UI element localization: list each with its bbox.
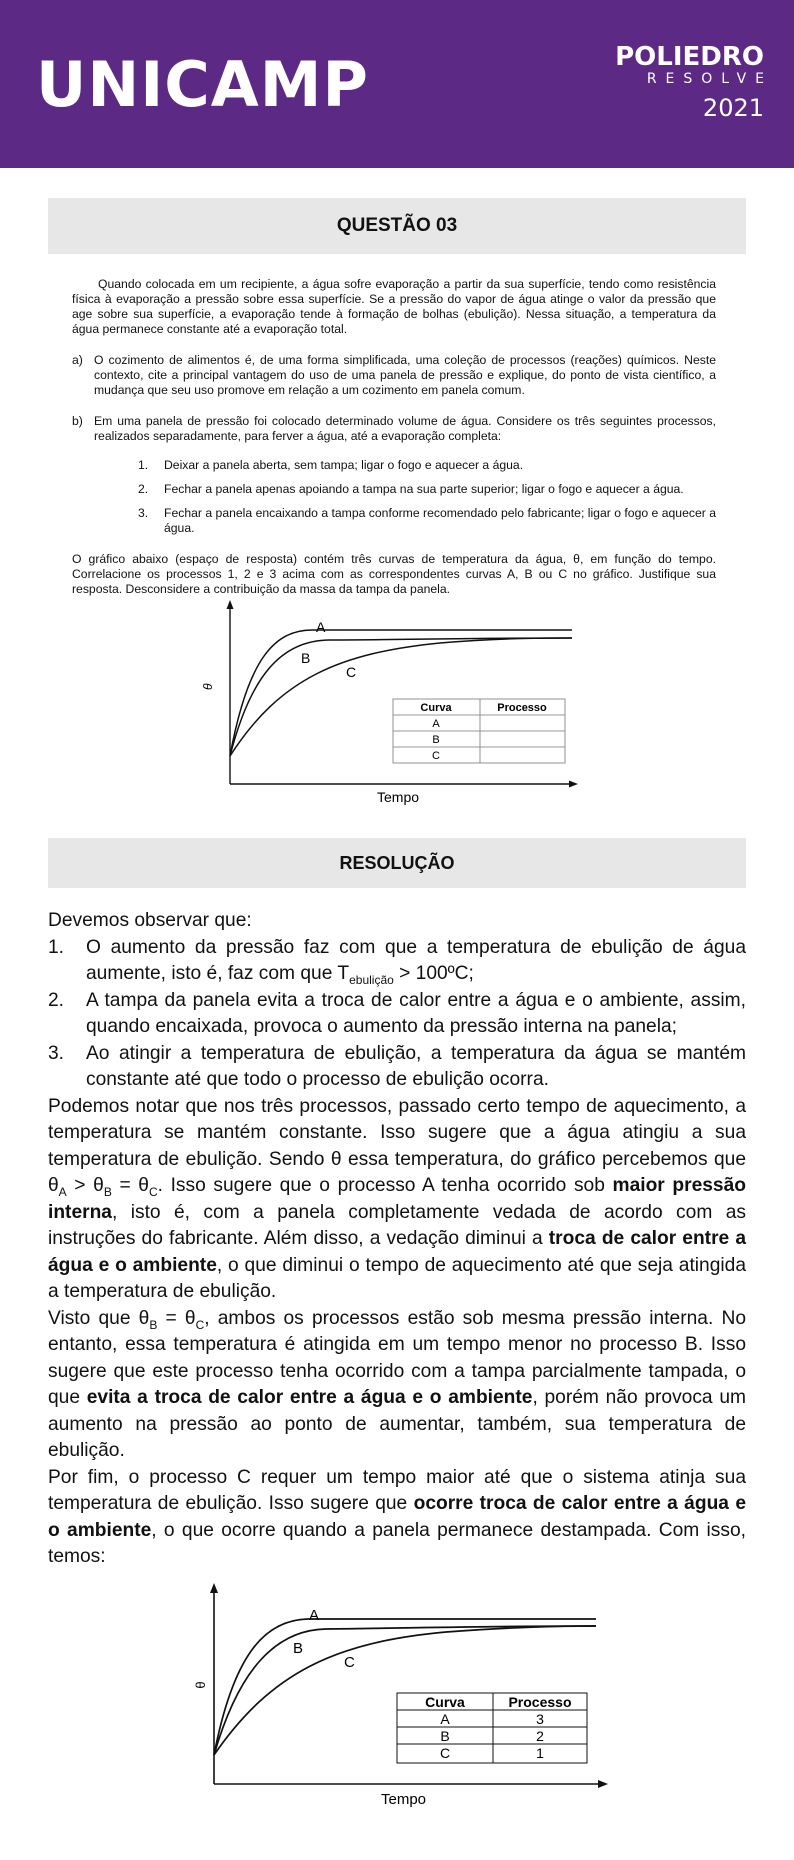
resolution-item <box>48 1041 746 1094</box>
text-run: . Isso sugere que o processo A tenha ocorrido sob <box>157 1175 613 1196</box>
text-run: , isto é, com a panela completamente vedada de acordo com as instruções do fabricante. Além disso, a vedação diminui a <box>48 1201 746 1249</box>
table-cell: C <box>439 1745 451 1761</box>
process-text: Fechar a panela encaixando a tampa conforme recomendado pelo fabricante; ligar o fogo e aquecer a água. <box>164 506 716 535</box>
resolution-graph <box>193 1582 616 1810</box>
curve-b-label: B <box>301 650 311 666</box>
text-run: , o que diminui o tempo de aquecimento até que seja atingida a temperatura de ebulição. <box>48 1254 747 1302</box>
process-number: 2. <box>138 482 149 496</box>
process-text: Fechar a panela apenas apoiando a tampa na sua parte superior; ligar o fogo e aquecer a água. <box>164 482 684 496</box>
item-text <box>86 935 746 988</box>
resolution-item <box>48 935 746 988</box>
emphasis: troca de calor entre a água e o ambiente <box>48 1228 746 1276</box>
curve-a-label: A <box>309 1607 320 1624</box>
table-header: Curva <box>425 1694 465 1710</box>
text-run: Visto que θ <box>48 1307 150 1329</box>
question-title: QUESTÃO 03 <box>48 198 746 254</box>
subscript: C <box>195 1317 205 1332</box>
brand-name: POLIEDRO <box>615 42 764 72</box>
process-number: 1. <box>138 458 149 472</box>
subscript: B <box>149 1317 158 1332</box>
subscript: B <box>103 1184 112 1199</box>
item-b-label: b) <box>72 414 83 428</box>
subscript: ebulição <box>349 972 394 987</box>
answer-graph <box>200 598 590 808</box>
resolution-body <box>48 908 746 1571</box>
item1-text-end: > 100ºC; <box>393 963 474 984</box>
item1-text: O aumento da pressão faz com que a temperatura de ebulição de água aumente, isto é, faz com que T <box>86 936 746 984</box>
text-run: Por fim, o processo C requer um tempo maior até que o sistema atinja sua temperatura de ebulição. Isso sugere que <box>48 1466 746 1514</box>
exam-year: 2021 <box>702 94 764 122</box>
emphasis: ocorre troca de calor entre a água e o ambiente <box>48 1493 746 1541</box>
table-cell: 2 <box>536 1728 544 1744</box>
question-intro: Quando colocada em um recipiente, a água sofre evaporação a partir da sua superfície, tendo como resistência física à evaporação a pressão sobre essa superfície. Se a pressão do vapor de água atinge o valor da pressão que age sobre sua superfície, a evaporação tende à formação de bolhas (ebulição). Nessa situação, a temperatura da água permanece constante até a evaporação total. <box>72 277 716 336</box>
y-axis-arrow <box>210 1583 218 1593</box>
y-axis-label: θ <box>201 683 215 690</box>
curve-c-label: C <box>346 664 357 680</box>
table-cell: B <box>432 734 440 746</box>
curve-a-label: A <box>316 619 326 635</box>
resolution-title: RESOLUÇÃO <box>48 838 746 888</box>
subscript: A <box>58 1184 67 1199</box>
item-a-text: O cozimento de alimentos é, de uma forma simplificada, uma coleção de processos (reações) químicos. Neste contexto, cite a principal vantagem do uso de uma panela de pressão e explique, do ponto de vista científico, a mudança que seu uso promove em relação a um cozimento em panela comum. <box>94 353 716 397</box>
paragraph-3 <box>48 1465 746 1571</box>
brand-subtitle: RESOLVE <box>646 71 773 87</box>
resolution-lead: Devemos observar que: <box>48 910 252 931</box>
table-cell: 3 <box>536 1711 544 1727</box>
answer-table <box>397 1693 587 1763</box>
emphasis: maior pressão interna <box>48 1175 746 1223</box>
table-cell: B <box>440 1728 450 1744</box>
process-item <box>138 458 716 473</box>
paragraph-1: Podemos notar que nos três processos, passado certo tempo de aquecimento, a temperatura se mantém constante. Isso sugere que a água atingiu a sua temperatura de ebulição. Sendo θ essa temperatura, do gráfico percebemos que $\theta_A > \theta_B = \theta_C$. Isso sugere que o processo A tenha ocorrido sob maior pressão interna, isto é, com a panela completamente vedada de acordo com as instruções do fabricante. Além disso, a vedação diminui a troca de calor entre a água e o ambiente, o que diminui o tempo de aquecimento até que seja atingida a temperatura de ebulição. <box>48 1095 747 1302</box>
x-axis-arrow <box>569 781 578 788</box>
table-cell: C <box>432 750 440 762</box>
text-run: , ambos os processos estão sob mesma pressão interna. No entanto, essa temperatura é atingida em um tempo menor no processo B. Isso sugere que este processo tenha ocorrido com a tampa parcialmente tampada, o que <box>48 1307 746 1408</box>
graph-instructions: O gráfico abaixo (espaço de resposta) contém três curvas de temperatura da água, θ, em função do tempo. Correlacione os processos 1, 2 e 3 acima com as correspondentes curvas A, B ou C no gráfico. Justifique sua resposta. Desconsidere a contribuição da massa da tampa da panela. <box>72 552 716 596</box>
table-header: Processo <box>508 1694 572 1710</box>
resolution-item <box>48 988 746 1041</box>
poliedro-brand <box>615 42 773 126</box>
item-text: Ao atingir a temperatura de ebulição, a temperatura da água se mantém constante até que todo o processo de ebulição ocorra. <box>86 1042 746 1090</box>
curve-b-label: B <box>293 1640 304 1657</box>
item-number: 3. <box>48 1042 65 1064</box>
process-text: Deixar a panela aberta, sem tampa; ligar o fogo e aquecer a água. <box>164 458 524 472</box>
table-header: Curva <box>420 702 452 714</box>
text-run: , o que ocorre quando a panela permanece destampada. Com isso, temos: <box>48 1519 746 1567</box>
table-header: Processo <box>497 702 547 714</box>
y-axis-arrow <box>227 600 234 609</box>
x-axis-label: Tempo <box>377 789 420 805</box>
process-item <box>138 482 716 497</box>
item-b-text: Em uma panela de pressão foi colocado determinado volume de água. Considere os três seguintes processos, realizados separadamente, para ferver a água, até a evaporação completa: <box>94 414 716 443</box>
table-cell: 1 <box>536 1745 544 1761</box>
question-body <box>72 277 716 597</box>
table-cell: A <box>432 718 440 730</box>
answer-table <box>393 699 565 763</box>
process-item <box>138 506 716 536</box>
item-number: 1. <box>48 936 65 958</box>
text-run: Podemos notar que nos três processos, passado certo tempo de aquecimento, a temperatura se mantém constante. Isso sugere que a água atingiu a sua temperatura de ebulição. Sendo θ essa temperatura, do gráfico percebemos que θ <box>48 1095 746 1196</box>
emphasis: evita a troca de calor entre a água e o ambiente <box>86 1387 533 1408</box>
x-axis-arrow <box>598 1780 608 1788</box>
item-text: A tampa da panela evita a troca de calor entre a água e o ambiente, assim, quando encaixada, provoca o aumento da pressão interna na panela; <box>86 989 746 1037</box>
curve-c-label: C <box>344 1654 355 1671</box>
header-banner <box>0 0 794 168</box>
process-number: 3. <box>138 506 149 520</box>
table-cell: A <box>440 1711 450 1727</box>
paragraph-2: Visto que $\theta_B = \theta_C$, ambos os processos estão sob mesma pressão interna. No entanto, essa temperatura é atingida em um tempo menor no processo B. Isso sugere que este processo tenha ocorrido com a tampa parcialmente tampada, o que evita a troca de calor entre a água e o ambiente, porém não provoca um aumento na pressão ao ponto de aumentar, também, sua temperatura de ebulição. <box>48 1307 746 1461</box>
x-axis-label: Tempo <box>381 1791 427 1808</box>
subscript: C <box>148 1184 158 1199</box>
text-run: , porém não provoca um aumento na pressão ao ponto de aumentar, também, sua temperatura de ebulição. <box>48 1387 746 1461</box>
item-a-label: a) <box>72 353 83 367</box>
item-a <box>72 353 716 398</box>
unicamp-logo: UNICAMP <box>36 48 369 121</box>
y-axis-label: θ <box>193 1681 208 1689</box>
item-number: 2. <box>48 989 65 1011</box>
item-b <box>72 414 716 444</box>
